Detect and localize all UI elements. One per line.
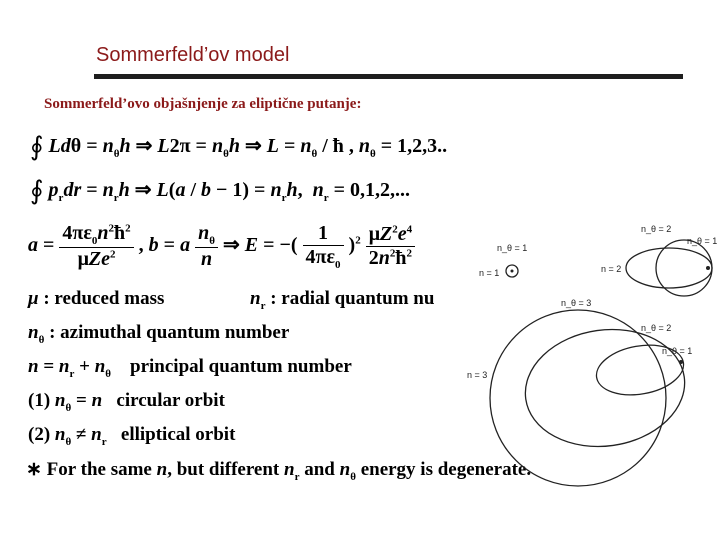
label-n2-ntheta1: n_θ = 1	[687, 236, 718, 246]
definition-principal-quantum-number: $n = n_r + n_\theta$ principal quantum number	[28, 356, 352, 380]
label-n3: n = 3	[467, 370, 488, 380]
case-elliptical-orbit: (2) $n_\theta \ne n_r$ elliptical orbit	[28, 424, 236, 448]
equation-angular-quantization: ∮ $Ld\theta = n_\theta h$ ⇒ $L2\pi = n_\theta h$ ⇒ $L = n_\theta$ / ħ , $n_\theta = 1,2,3$..	[30, 132, 448, 161]
degeneracy-note: ∗ For the same n, but different $n_r$ and $n_\theta$ energy is degenerate.	[26, 459, 532, 483]
nucleus-n3	[679, 360, 683, 364]
definition-radial-quantum-number: $n_r$ : radial quantum nu	[250, 288, 435, 312]
label-n1-ntheta1: n_θ = 1	[497, 243, 528, 253]
label-n3-ntheta2: n_θ = 2	[641, 323, 672, 333]
orbit-n2-elliptical	[626, 248, 712, 288]
label-n3-ntheta3: n_θ = 3	[561, 298, 592, 308]
definition-reduced-mass: μ : reduced mass	[28, 288, 165, 309]
label-n2: n = 2	[601, 264, 622, 274]
label-n2-ntheta2: n_θ = 2	[641, 224, 672, 234]
nucleus-n2	[706, 266, 710, 270]
equation-energy: a = $\frac{4\pi\varepsilon_0n^2ħ^2}{\mu Ze^2}$ , b = a $\frac{n_\theta}{n}$ ⇒ E = −( $\frac{1}{4\pi\varepsilon_0}$ )$^2$ $\frac{\mu Z^2e^4}{2n^2ħ^2}$	[28, 222, 415, 271]
definition-azimuthal-quantum-number: $n_\theta$ : azimuthal quantum number	[28, 322, 290, 346]
page-title: Sommerfeld’ov model	[96, 44, 290, 66]
orbit-n3-circular	[490, 310, 666, 486]
sommerfeld-orbit-diagram	[455, 218, 720, 518]
page-subtitle: Sommerfeld’ovo objašnjenje za eliptične putanje:	[44, 96, 362, 112]
orbit-n3-elliptical-2	[518, 319, 693, 456]
label-n3-ntheta1: n_θ = 1	[662, 346, 693, 356]
case-circular-orbit: (1) $n_\theta = n$ circular orbit	[28, 390, 225, 414]
label-n1: n = 1	[479, 268, 500, 278]
equation-radial-quantization: ∮ $p_rdr = n_rh$ ⇒ $L(a / b - 1) = n_rh$, $n_r = 0,1,2$,...	[30, 176, 411, 205]
nucleus-n1	[511, 270, 514, 273]
title-divider	[94, 74, 683, 79]
